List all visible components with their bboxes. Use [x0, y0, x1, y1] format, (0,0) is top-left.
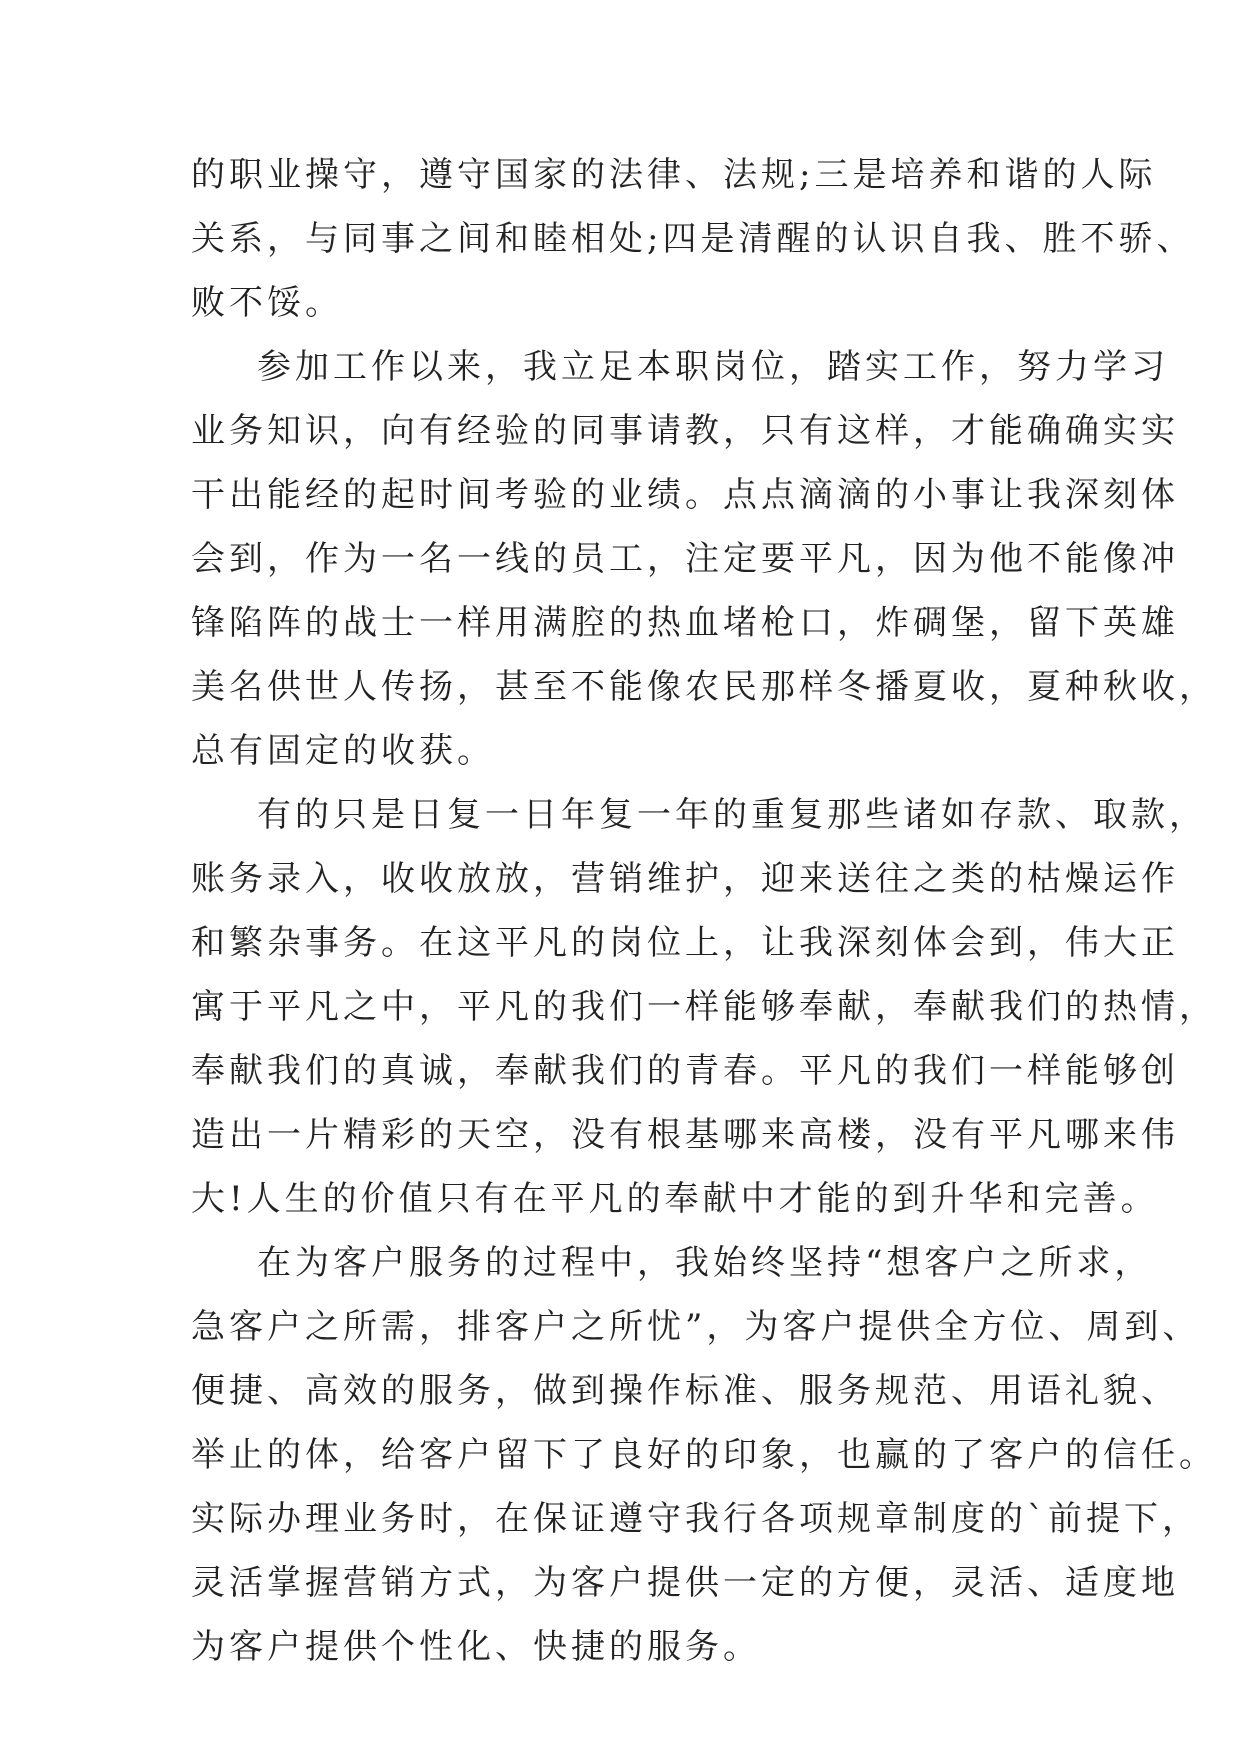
text-line: 参加工作以来，我立足本职岗位，踏实工作，努力学习 — [257, 347, 1169, 387]
text-line: 实际办理业务时，在保证遵守我行各项规章制度的`前提下， — [191, 1499, 1200, 1539]
text-line: 灵活掌握营销方式，为客户提供一定的方便，灵活、适度地 — [191, 1563, 1179, 1603]
text-line: 在为客户服务的过程中，我始终坚持“想客户之所求， — [257, 1243, 1153, 1283]
text-line: 干出能经的起时间考验的业绩。点点滴滴的小事让我深刻体 — [191, 475, 1179, 515]
text-line: 业务知识，向有经验的同事请教，只有这样，才能确确实实 — [191, 411, 1179, 451]
text-line: 会到，作为一名一线的员工，注定要平凡，因为他不能像冲 — [191, 539, 1179, 579]
paragraph-4 — [191, 1231, 1217, 1679]
text-line: 总有固定的收获。 — [191, 731, 495, 771]
paragraph-1 — [191, 143, 1195, 335]
text-line: 急客户之所需，排客户之所忧”，为客户提供全方位、周到、 — [191, 1307, 1201, 1347]
text-line: 便捷、高效的服务，做到操作标准、服务规范、用语礼貌、 — [191, 1371, 1179, 1411]
text-line: 的职业操守，遵守国家的法律、法规;三是培养和谐的人际 — [191, 155, 1157, 195]
text-line: 锋陷阵的战士一样用满腔的热血堵枪口，炸碉堡，留下英雄 — [191, 603, 1179, 643]
text-line: 为客户提供个性化、快捷的服务。 — [191, 1627, 761, 1667]
text-line: 寓于平凡之中，平凡的我们一样能够奉献，奉献我们的热情， — [191, 987, 1217, 1027]
text-line: 举止的体，给客户留下了良好的印象，也赢的了客户的信任。 — [191, 1435, 1217, 1475]
paragraph-3 — [191, 783, 1217, 1231]
text-line: 大!人生的价值只有在平凡的奉献中才能的到升华和完善。 — [191, 1179, 1159, 1219]
text-line: 和繁杂事务。在这平凡的岗位上，让我深刻体会到，伟大正 — [191, 923, 1179, 963]
text-line: 有的只是日复一日年复一年的重复那些诸如存款、取款， — [257, 795, 1207, 835]
text-line: 造出一片精彩的天空，没有根基哪来高楼，没有平凡哪来伟 — [191, 1115, 1179, 1155]
text-line: 美名供世人传扬，甚至不能像农民那样冬播夏收，夏种秋收， — [191, 667, 1217, 707]
body-text — [191, 143, 1217, 1679]
paragraph-2 — [191, 335, 1217, 783]
text-line: 败不馁。 — [191, 283, 343, 323]
text-line: 账务录入，收收放放，营销维护，迎来送往之类的枯燥运作 — [191, 859, 1179, 899]
text-line: 奉献我们的真诚，奉献我们的青春。平凡的我们一样能够创 — [191, 1051, 1179, 1091]
text-line: 关系，与同事之间和睦相处;四是清醒的认识自我、胜不骄、 — [191, 219, 1195, 259]
